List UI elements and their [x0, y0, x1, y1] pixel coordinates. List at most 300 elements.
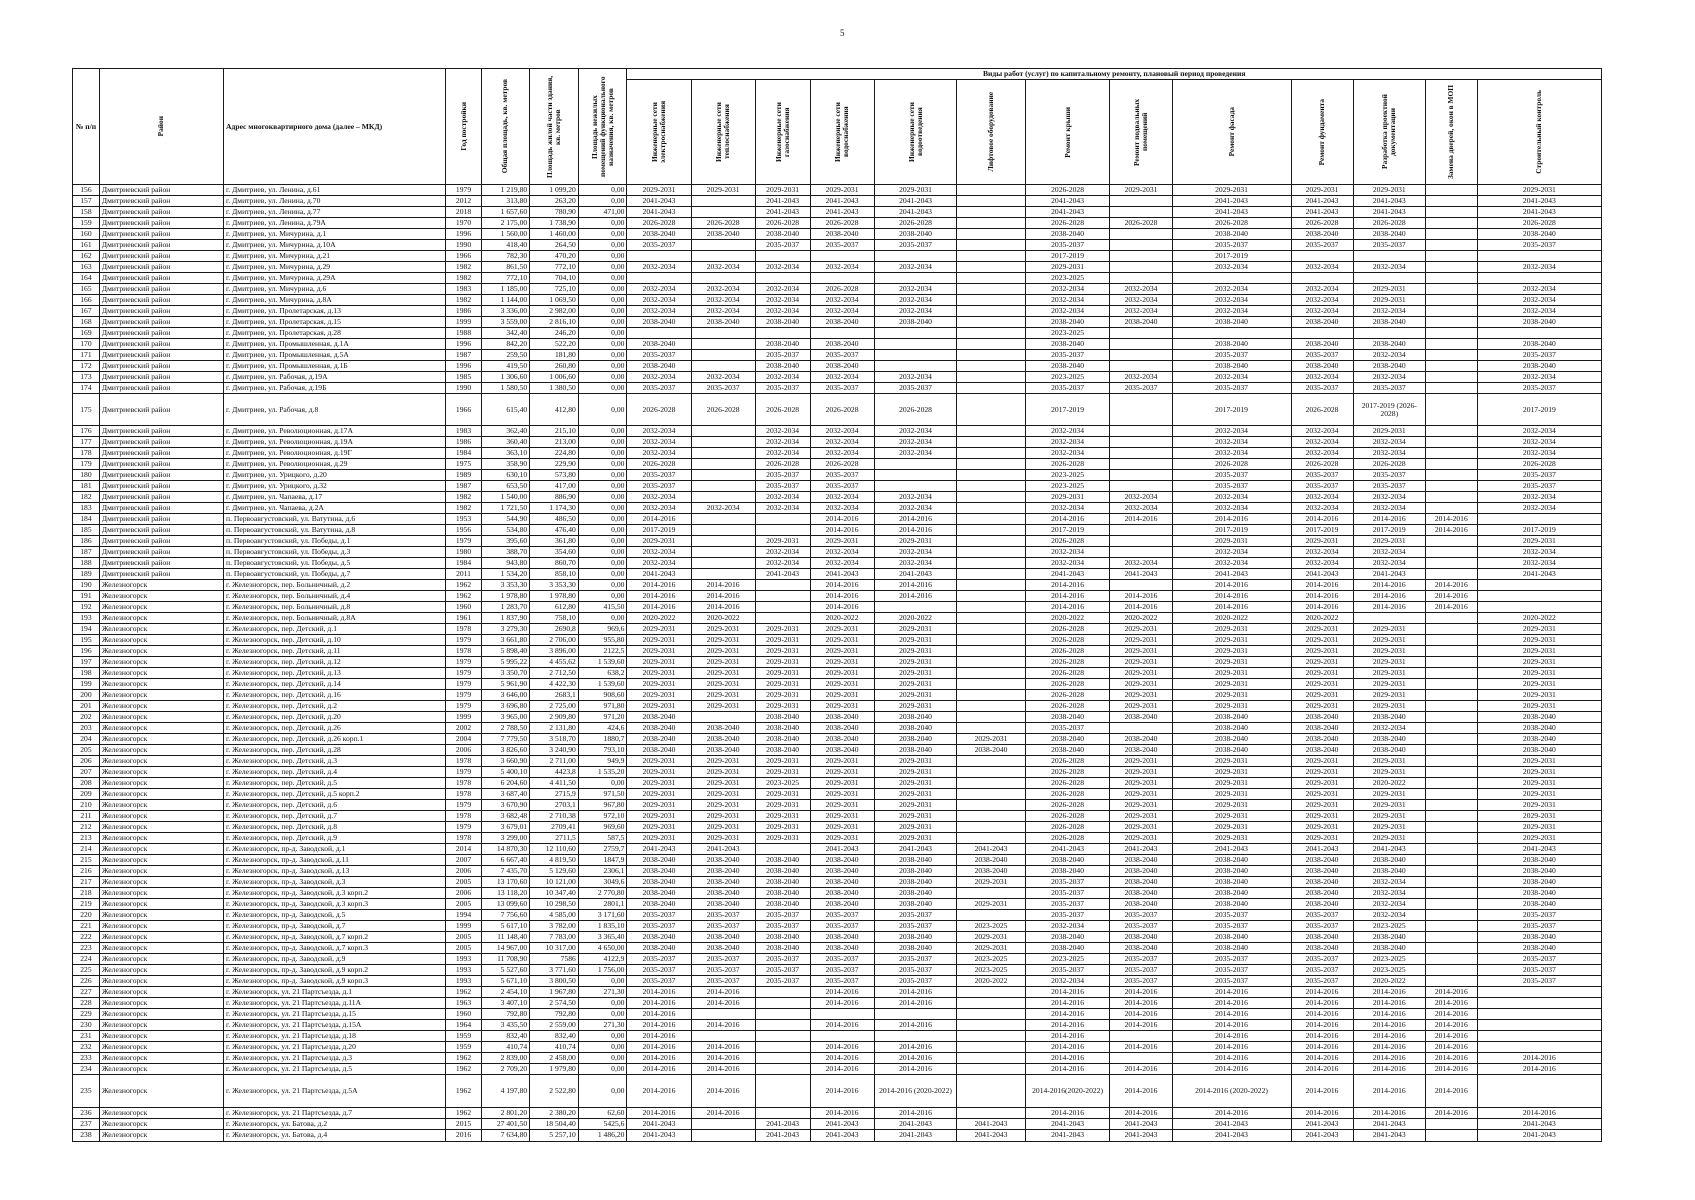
table-cell: 2029-2031	[691, 668, 755, 679]
table-row	[73, 251, 1602, 262]
table-cell: 417,00	[530, 481, 579, 492]
table-cell: 0,00	[578, 1064, 627, 1075]
table-cell: 2029-2031	[810, 657, 874, 668]
table-cell: 2038-2040	[627, 712, 691, 723]
table-cell: 3049,6	[578, 877, 627, 888]
table-cell	[691, 437, 755, 448]
table-cell: 5 400,10	[481, 767, 530, 778]
table-cell	[957, 240, 1025, 251]
table-cell: 2035-2037	[627, 910, 691, 921]
table-cell: 2029-2031	[1110, 789, 1172, 800]
table-cell: 2038-2040	[874, 317, 957, 328]
table-cell	[755, 1053, 810, 1064]
table-cell: 792,80	[481, 1009, 530, 1020]
table-cell: 2035-2037	[810, 965, 874, 976]
table-cell: 271,30	[578, 1020, 627, 1031]
table-cell	[1425, 547, 1477, 558]
table-cell: 0,00	[578, 328, 627, 339]
table-cell: 2038-2040	[1172, 899, 1291, 910]
row-number-cell: 166	[73, 295, 100, 306]
table-cell: 2041-2043	[1110, 844, 1172, 855]
table-cell: 2038-2040	[874, 723, 957, 734]
table-cell: 2032-2034	[627, 437, 691, 448]
table-cell: 4 650,00	[578, 943, 627, 954]
table-cell: 2035-2037	[1477, 910, 1601, 921]
table-cell: 2038-2040	[1291, 888, 1353, 899]
address-cell: г. Дмитриев, ул. Революционная, д.29	[224, 459, 446, 470]
table-cell: 0,00	[578, 580, 627, 591]
table-cell	[957, 394, 1025, 426]
district-cell: Железногорск	[99, 690, 223, 701]
district-cell: Дмитриевский район	[99, 448, 223, 459]
table-cell: 2032-2034	[1291, 503, 1353, 514]
table-cell: 2038-2040	[755, 855, 810, 866]
table-cell	[1110, 240, 1172, 251]
table-cell: 2014-2016	[874, 1053, 957, 1064]
table-cell: 1962	[446, 591, 481, 602]
table-cell: 1982	[446, 262, 481, 273]
table-cell: 264,50	[530, 240, 579, 251]
table-cell: 2041-2043	[874, 569, 957, 580]
district-cell: Дмитриевский район	[99, 470, 223, 481]
table-cell: 1979	[446, 690, 481, 701]
row-number-cell: 225	[73, 965, 100, 976]
table-cell: 2032-2034	[755, 547, 810, 558]
table-cell: 1979	[446, 800, 481, 811]
table-cell: 2026-2028	[1172, 218, 1291, 229]
table-cell: 2038-2040	[627, 361, 691, 372]
table-cell: 2029-2031	[1110, 657, 1172, 668]
table-cell: 2026-2028	[1025, 218, 1110, 229]
table-cell: 2032-2034	[1291, 492, 1353, 503]
table-cell: 2032-2034	[1172, 426, 1291, 437]
table-cell: 2029-2031	[1477, 679, 1601, 690]
table-cell: 969,6	[578, 624, 627, 635]
table-cell	[1110, 394, 1172, 426]
table-cell	[691, 361, 755, 372]
table-cell: 6 667,40	[481, 855, 530, 866]
table-cell: 2032-2034	[1291, 437, 1353, 448]
table-row	[73, 514, 1602, 525]
col-work-header: Ремонт фундамента	[1291, 80, 1353, 185]
table-cell	[957, 1075, 1025, 1107]
table-cell: 5 527,60	[481, 965, 530, 976]
table-cell: 2029-2031	[874, 789, 957, 800]
table-cell	[691, 569, 755, 580]
table-cell: 2026-2028	[874, 218, 957, 229]
table-cell: 18 504,40	[530, 1118, 579, 1129]
table-cell: 2014-2016	[627, 987, 691, 998]
table-cell: 2017-2019	[1172, 251, 1291, 262]
table-cell: 2029-2031	[1353, 822, 1425, 833]
col-year-header: Год постройки	[446, 69, 481, 185]
table-cell: 2029-2031	[1353, 426, 1425, 437]
address-cell: г. Железногорск, пер. Детский, д.6	[224, 800, 446, 811]
table-cell: 2 909,80	[530, 712, 579, 723]
table-row	[73, 350, 1602, 361]
table-cell	[1291, 328, 1353, 339]
table-cell: 2032-2034	[1110, 372, 1172, 383]
table-cell: 2038-2040	[755, 723, 810, 734]
table-cell	[957, 800, 1025, 811]
table-cell: 2014-2016	[810, 580, 874, 591]
table-cell: 2026-2028	[627, 459, 691, 470]
table-cell: 1966	[446, 251, 481, 262]
table-row	[73, 899, 1602, 910]
table-cell: 2035-2037	[627, 481, 691, 492]
table-cell: 2032-2034	[1477, 448, 1601, 459]
table-cell: 2032-2034	[755, 437, 810, 448]
table-cell: 2029-2031	[1477, 789, 1601, 800]
table-cell: 2029-2031	[755, 646, 810, 657]
table-cell: 2014-2016	[810, 987, 874, 998]
table-row	[73, 229, 1602, 240]
table-cell: 2041-2043	[1353, 844, 1425, 855]
table-cell: 2032-2034	[1110, 503, 1172, 514]
table-cell	[1110, 339, 1172, 350]
table-cell: 2038-2040	[874, 866, 957, 877]
table-cell: 2038-2040	[1172, 734, 1291, 745]
table-cell: 2014-2016	[691, 998, 755, 1009]
table-cell: 2014-2016	[1025, 998, 1110, 1009]
table-cell: 2020-2022	[810, 613, 874, 624]
address-cell: г. Железногорск, пр-д. Заводской, д.9 корп.3	[224, 976, 446, 987]
row-number-cell: 226	[73, 976, 100, 987]
table-cell	[1425, 383, 1477, 394]
table-cell: 2038-2040	[1353, 855, 1425, 866]
table-cell	[1110, 580, 1172, 591]
table-cell: 3 353,30	[530, 580, 579, 591]
table-cell: 860,70	[530, 558, 579, 569]
col-work-header: Ремонт фасада	[1172, 80, 1291, 185]
table-cell: 2017-2019 (2026-2028)	[1353, 394, 1425, 426]
table-cell: 2029-2031	[627, 833, 691, 844]
table-cell: 2029-2031	[1353, 284, 1425, 295]
table-cell: 2032-2034	[874, 503, 957, 514]
table-cell: 2029-2031	[1291, 778, 1353, 789]
table-cell: 2032-2034	[810, 448, 874, 459]
table-cell: 2026-2028	[1172, 459, 1291, 470]
table-cell	[874, 339, 957, 350]
table-cell: 2032-2034	[691, 503, 755, 514]
row-number-cell: 235	[73, 1075, 100, 1107]
table-cell: 2014-2016	[691, 602, 755, 613]
table-cell: 2014-2016	[810, 514, 874, 525]
table-cell	[957, 1064, 1025, 1075]
district-cell: Железногорск	[99, 767, 223, 778]
table-cell	[1425, 745, 1477, 756]
table-cell: 792,80	[530, 1009, 579, 1020]
table-cell: 2035-2037	[691, 976, 755, 987]
table-cell	[957, 262, 1025, 273]
table-cell: 2029-2031	[810, 679, 874, 690]
row-number-cell: 207	[73, 767, 100, 778]
table-cell: 2014-2016	[1353, 602, 1425, 613]
table-cell	[957, 361, 1025, 372]
table-cell: 1960	[446, 1009, 481, 1020]
table-cell: 1 534,20	[481, 569, 530, 580]
table-cell	[1477, 580, 1601, 591]
table-row	[73, 481, 1602, 492]
table-cell	[691, 207, 755, 218]
table-cell: 2041-2043	[627, 1118, 691, 1129]
table-cell: 2035-2037	[627, 470, 691, 481]
table-cell	[755, 1042, 810, 1053]
table-cell: 2038-2040	[1477, 899, 1601, 910]
table-cell	[957, 372, 1025, 383]
table-cell: 62,60	[578, 1107, 627, 1118]
table-cell: 2041-2043	[1353, 1118, 1425, 1129]
table-cell: 2029-2031	[1353, 701, 1425, 712]
table-cell: 1999	[446, 317, 481, 328]
district-cell: Дмитриевский район	[99, 240, 223, 251]
table-cell: 2029-2031	[810, 536, 874, 547]
table-cell: 2014	[446, 844, 481, 855]
table-cell: 0,00	[578, 558, 627, 569]
table-cell: 1993	[446, 976, 481, 987]
table-cell: 2014-2016	[1172, 1064, 1291, 1075]
address-cell: г. Железногорск, пр-д. Заводской, д.1	[224, 844, 446, 855]
table-cell: 0,00	[578, 1009, 627, 1020]
table-cell: 2041-2043	[1477, 569, 1601, 580]
table-cell	[691, 536, 755, 547]
table-cell: 1 657,60	[481, 207, 530, 218]
table-cell: 1979	[446, 668, 481, 679]
table-cell: 2038-2040	[1477, 866, 1601, 877]
table-cell: 2029-2031	[627, 778, 691, 789]
table-cell: 2035-2037	[691, 965, 755, 976]
table-cell: 2041-2043	[755, 569, 810, 580]
table-cell: 2029-2031	[1291, 635, 1353, 646]
table-cell: 2014-2016	[1025, 580, 1110, 591]
table-cell: 0,00	[578, 525, 627, 536]
table-cell: 2032-2034	[1291, 262, 1353, 273]
table-cell	[1425, 921, 1477, 932]
table-cell: 2 574,50	[530, 998, 579, 1009]
table-cell: 0,00	[578, 437, 627, 448]
table-cell: 5 129,60	[530, 866, 579, 877]
table-cell: 0,00	[578, 339, 627, 350]
row-number-cell: 219	[73, 899, 100, 910]
district-cell: Дмитриевский район	[99, 207, 223, 218]
table-cell: 2032-2034	[1291, 547, 1353, 558]
table-cell	[1477, 251, 1601, 262]
table-cell: 2029-2031	[627, 668, 691, 679]
table-cell: 2014-2016	[1353, 987, 1425, 998]
district-cell: Дмитриевский район	[99, 481, 223, 492]
table-cell: 2029-2031	[957, 943, 1025, 954]
table-cell: 2038-2040	[691, 932, 755, 943]
table-cell: 2035-2037	[1025, 910, 1110, 921]
table-cell: 2029-2031	[627, 756, 691, 767]
table-cell	[1425, 328, 1477, 339]
table-cell: 2014-2016	[874, 525, 957, 536]
table-cell	[957, 767, 1025, 778]
table-cell: 2 816,10	[530, 317, 579, 328]
table-cell: 2035-2037	[810, 240, 874, 251]
table-cell: 2041-2043	[1172, 196, 1291, 207]
address-cell: г. Железногорск, пр-д. Заводской, д.7	[224, 921, 446, 932]
table-cell: 2029-2031	[1110, 635, 1172, 646]
table-cell: 2029-2031	[755, 635, 810, 646]
table-cell	[957, 547, 1025, 558]
table-cell	[1425, 613, 1477, 624]
table-row	[73, 185, 1602, 196]
col-work-header: Разработка проектной документации	[1353, 80, 1425, 185]
table-cell	[1425, 251, 1477, 262]
table-cell: 2038-2040	[1477, 361, 1601, 372]
table-cell: 1959	[446, 1031, 481, 1042]
district-cell: Дмитриевский район	[99, 536, 223, 547]
table-cell: 2029-2031	[691, 800, 755, 811]
table-row	[73, 657, 1602, 668]
table-cell: 2014-2016	[1425, 525, 1477, 536]
table-cell: 0,00	[578, 778, 627, 789]
table-cell: 2032-2034	[874, 426, 957, 437]
table-cell: 2014-2016	[810, 998, 874, 1009]
table-cell: 0,00	[578, 262, 627, 273]
row-number-cell: 224	[73, 954, 100, 965]
table-cell: 361,80	[530, 536, 579, 547]
table-cell: 2032-2034	[1291, 426, 1353, 437]
table-cell: 2041-2043	[1353, 1129, 1425, 1141]
table-cell: 2038-2040	[1172, 877, 1291, 888]
table-cell: 971,50	[578, 789, 627, 800]
table-cell: 2038-2040	[1353, 229, 1425, 240]
table-cell: 969,60	[578, 822, 627, 833]
table-cell	[957, 459, 1025, 470]
row-number-cell: 196	[73, 646, 100, 657]
col-work-header: Ремонт крыши	[1025, 80, 1110, 185]
table-cell: 1979	[446, 701, 481, 712]
table-cell: 2014-2016	[1425, 602, 1477, 613]
table-cell: 2014-2016	[1353, 580, 1425, 591]
table-cell: 1996	[446, 229, 481, 240]
table-cell: 1978	[446, 756, 481, 767]
table-cell: 2038-2040	[1291, 877, 1353, 888]
table-cell: 2032-2034	[810, 503, 874, 514]
table-cell	[1477, 1009, 1601, 1020]
table-cell: 2041-2043	[1291, 1118, 1353, 1129]
table-row	[73, 679, 1602, 690]
table-cell: 2026-2028	[1110, 218, 1172, 229]
table-cell: 949,9	[578, 756, 627, 767]
table-cell: 2035-2037	[1110, 976, 1172, 987]
row-number-cell: 236	[73, 1107, 100, 1118]
table-row	[73, 394, 1602, 426]
table-cell: 2014-2016	[691, 987, 755, 998]
table-cell: 11 148,40	[481, 932, 530, 943]
table-cell	[874, 459, 957, 470]
row-number-cell: 163	[73, 262, 100, 273]
table-row	[73, 756, 1602, 767]
table-cell: 360,40	[481, 437, 530, 448]
table-cell: 1 560,00	[481, 229, 530, 240]
table-cell: 2014-2016	[1025, 1107, 1110, 1118]
table-cell: 2038-2040	[810, 745, 874, 756]
table-cell: 2020-2022	[1353, 976, 1425, 987]
table-row	[73, 624, 1602, 635]
table-cell: 2020-2022	[691, 613, 755, 624]
table-cell: 2029-2031	[755, 679, 810, 690]
row-number-cell: 162	[73, 251, 100, 262]
table-cell: 2029-2031	[1291, 679, 1353, 690]
table-cell: 2032-2034	[755, 284, 810, 295]
table-cell: 2032-2034	[627, 372, 691, 383]
row-number-cell: 214	[73, 844, 100, 855]
table-cell: 0,00	[578, 229, 627, 240]
table-row	[73, 580, 1602, 591]
table-body	[73, 185, 1602, 1142]
table-cell: 780,90	[530, 207, 579, 218]
district-cell: Железногорск	[99, 712, 223, 723]
address-cell: г. Дмитриев, ул. Мичурина, д.29	[224, 262, 446, 273]
table-cell: 1990	[446, 240, 481, 251]
district-cell: Дмитриевский район	[99, 361, 223, 372]
table-cell: 2026-2028	[1025, 624, 1110, 635]
row-number-cell: 189	[73, 569, 100, 580]
district-cell: Дмитриевский район	[99, 558, 223, 569]
table-row	[73, 943, 1602, 954]
table-cell: 1 837,90	[481, 613, 530, 624]
table-cell: 1989	[446, 470, 481, 481]
table-cell	[1110, 525, 1172, 536]
table-cell: 2014-2016	[1291, 987, 1353, 998]
table-row	[73, 317, 1602, 328]
table-cell: 2029-2031	[874, 635, 957, 646]
table-cell: 0,00	[578, 251, 627, 262]
table-cell: 410,74	[530, 1042, 579, 1053]
table-cell: 2041-2043	[1025, 1129, 1110, 1141]
table-cell: 1978	[446, 789, 481, 800]
col-work-header: Лифтовое оборудование	[957, 80, 1025, 185]
table-cell	[691, 328, 755, 339]
table-cell: 2038-2040	[1110, 317, 1172, 328]
table-cell	[1425, 866, 1477, 877]
table-cell: 2038-2040	[1477, 317, 1601, 328]
table-row	[73, 196, 1602, 207]
table-cell	[957, 811, 1025, 822]
table-cell	[1425, 657, 1477, 668]
table-cell: 2041-2043	[755, 1118, 810, 1129]
table-cell: 2038-2040	[1477, 734, 1601, 745]
table-cell: 2038-2040	[691, 723, 755, 734]
table-cell: 2012	[446, 196, 481, 207]
table-cell	[1477, 998, 1601, 1009]
district-cell: Железногорск	[99, 734, 223, 745]
table-cell: 2014-2016	[810, 1020, 874, 1031]
table-row	[73, 789, 1602, 800]
row-number-cell: 181	[73, 481, 100, 492]
table-cell: 2038-2040	[1172, 712, 1291, 723]
table-cell: 2026-2028	[1025, 679, 1110, 690]
table-row	[73, 372, 1602, 383]
table-cell: 0,00	[578, 185, 627, 196]
table-cell: 2005	[446, 943, 481, 954]
table-cell: 2032-2034	[1353, 350, 1425, 361]
table-cell: 2032-2034	[1025, 306, 1110, 317]
table-cell: 11 708,90	[481, 954, 530, 965]
table-cell: 1979	[446, 185, 481, 196]
table-cell: 2017-2019	[1353, 525, 1425, 536]
district-cell: Дмитриевский район	[99, 317, 223, 328]
table-cell: 2035-2037	[1172, 921, 1291, 932]
table-cell: 2035-2037	[810, 481, 874, 492]
district-cell: Железногорск	[99, 701, 223, 712]
table-cell	[755, 514, 810, 525]
table-cell: 2032-2034	[810, 295, 874, 306]
table-cell	[1425, 339, 1477, 350]
